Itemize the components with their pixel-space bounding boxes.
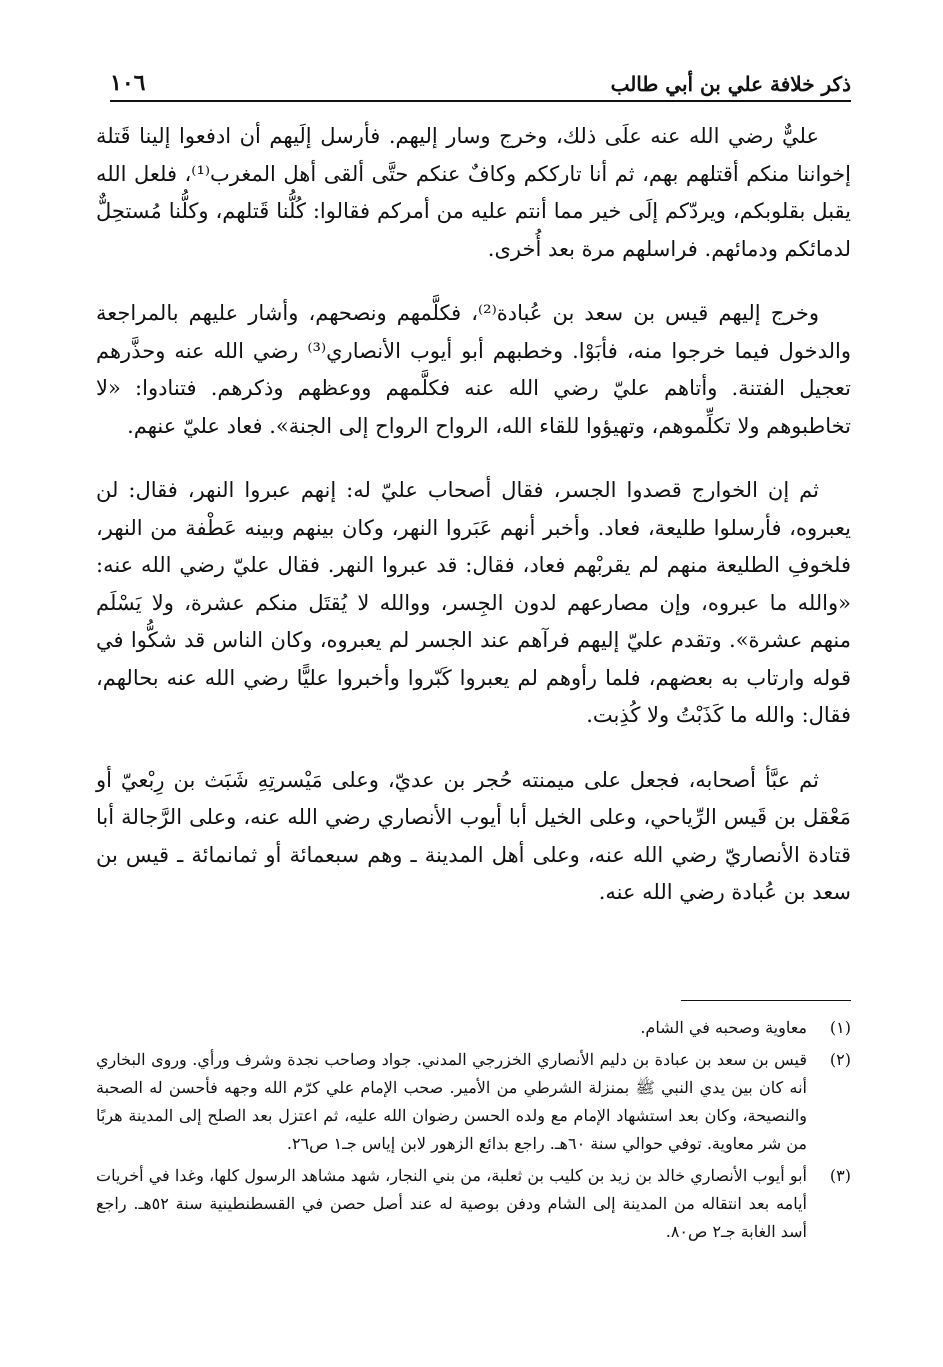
footnote-item bbox=[96, 1014, 851, 1042]
main-text bbox=[96, 118, 851, 912]
footnote-text: معاوية وصحبه في الشام. bbox=[640, 1018, 807, 1037]
footnote-text: أبو أيوب الأنصاري خالد بن زيد بن كليب بن ثعلبة، من بني النجار، شهد مشاهد الرسول كلها، وغدا في أخريات أيامه بعد انتقاله من المدينة إلى الشام ودفن بوصية له عند أصل حصن في القسطنطينية سنة ٥٢هـ. راجع أسد الغابة جـ٢ ص٨٠. bbox=[96, 1166, 807, 1241]
paragraph: ثم عبَّأ أصحابه، فجعل على ميمنته حُجر بن عديّ، وعلى مَيْسرتِهِ شَبَث بن رِبْعيّ أو مَعْقل بن قَيس الرِّياحي، وعلى الخيل أبا أيوب الأنصاري رضي الله عنه، وعلى الرَّجالة أبا قتادة الأنصاريّ رضي الله عنه، وعلى أهل المدينة ـ وهم سبعمائة أو ثمانمائة ـ قيس بن سعد بن عُبادة رضي الله عنه. bbox=[96, 767, 851, 904]
page-number: ١٠٦ bbox=[110, 70, 146, 96]
footnote-text: قيس بن سعد بن عبادة بن دليم الأنصاري الخزرجي المدني. جواد وصاحب نجدة وشرف ورأي. وروى البخاري أنه كان بين يدي النبي ﷺ بمنزلة الشرطي من الأمير. صحب الإمام علي كرّم الله وجهه فأحسن له الصحبة والنصيحة، وكان بعد استشهاد الإمام مع ولده الحسن رضوان الله عليه، ثم اعتزل بعد الصلح إلى المدينة هربًا من شر معاوية. توفي حوالي سنة ٦٠هـ. راجع بدائع الزهور لابن إياس جـ١ ص٢٦. bbox=[96, 1050, 807, 1153]
page-header bbox=[110, 64, 851, 102]
footnote-number: (١) bbox=[829, 1018, 851, 1037]
paragraph: عليٌّ رضي الله عنه علَى ذلك، وخرج وسار إليهم. فأرسل إلَيهم أن ادفعوا إلينا قَتلة إخواننا منكم أقتلهم بهم، ثم أنا تارككم وكافٌ عنكم حتَّى ألقى أهل المغرب⁽¹⁾، فلعل الله يقبل بقلوبكم، ويردّكم إلَى خير مما أنتم عليه من أمركم فقالوا: كُلُّنا قَتلهم، وكلُّنا مُستحِلٌّ لدمائكم ودمائهم. فراسلهم مرة بعد أُخرى. bbox=[96, 124, 851, 261]
paragraph: وخرج إليهم قيس بن سعد بن عُبادة⁽²⁾، فكلَّمهم ونصحهم، وأشار عليهم بالمراجعة والدخول فيما خرجوا منه، فأبَوْا. وخطبهم أبو أيوب الأنصاري⁽³⁾ رضي الله عنه وحذَّرهم تعجيل الفتنة. وأتاهم عليّ رضي الله عنه فكلَّمهم ووعظهم وذكرهم. فتنادوا: «لا تخاطبوهم ولا تكلِّموهم، وتهيؤوا للقاء الله، الرواح الرواح إلى الجنة». فعاد عليّ عنهم. bbox=[96, 301, 851, 438]
footnote-separator bbox=[681, 1000, 851, 1001]
footnote-number: (٣) bbox=[829, 1166, 851, 1185]
footnote-number: (٢) bbox=[829, 1050, 851, 1069]
footnote-item bbox=[96, 1162, 851, 1246]
paragraph: ثم إن الخوارج قصدوا الجسر، فقال أصحاب عليّ له: إنهم عبروا النهر، فقال: لن يعبروه، فأرسلوا طليعة، فعاد. وأخبر أنهم عَبَروا النهر، وكان بينهم وبينه عَطْفة من النهر، فلخوفِ الطليعة منهم لم يقربْهم فعاد، فقال: قد عبروا النهر. فقال عليّ رضي الله عنه: «والله ما عبروه، وإن مصارعهم لدون الجِسر، ووالله لا يُقتَل منكم عشرة، ولا يَسْلَم منهم عشرة». وتقدم عليّ إليهم فرآهم عند الجسر لم يعبروه، وكان الناس قد شكُّوا في قوله وارتاب به بعضهم، فلما رأوهم لم يعبروا كَبّروا وأخبروا عليًّا رضي الله عنه بحالهم، فقال: والله ما كَذَبْتُ ولا كُذِبت. bbox=[96, 478, 851, 727]
footnotes bbox=[96, 1014, 851, 1250]
running-title: ذكر خلافة علي بن أبي طالب bbox=[610, 72, 851, 96]
footnote-item bbox=[96, 1046, 851, 1158]
